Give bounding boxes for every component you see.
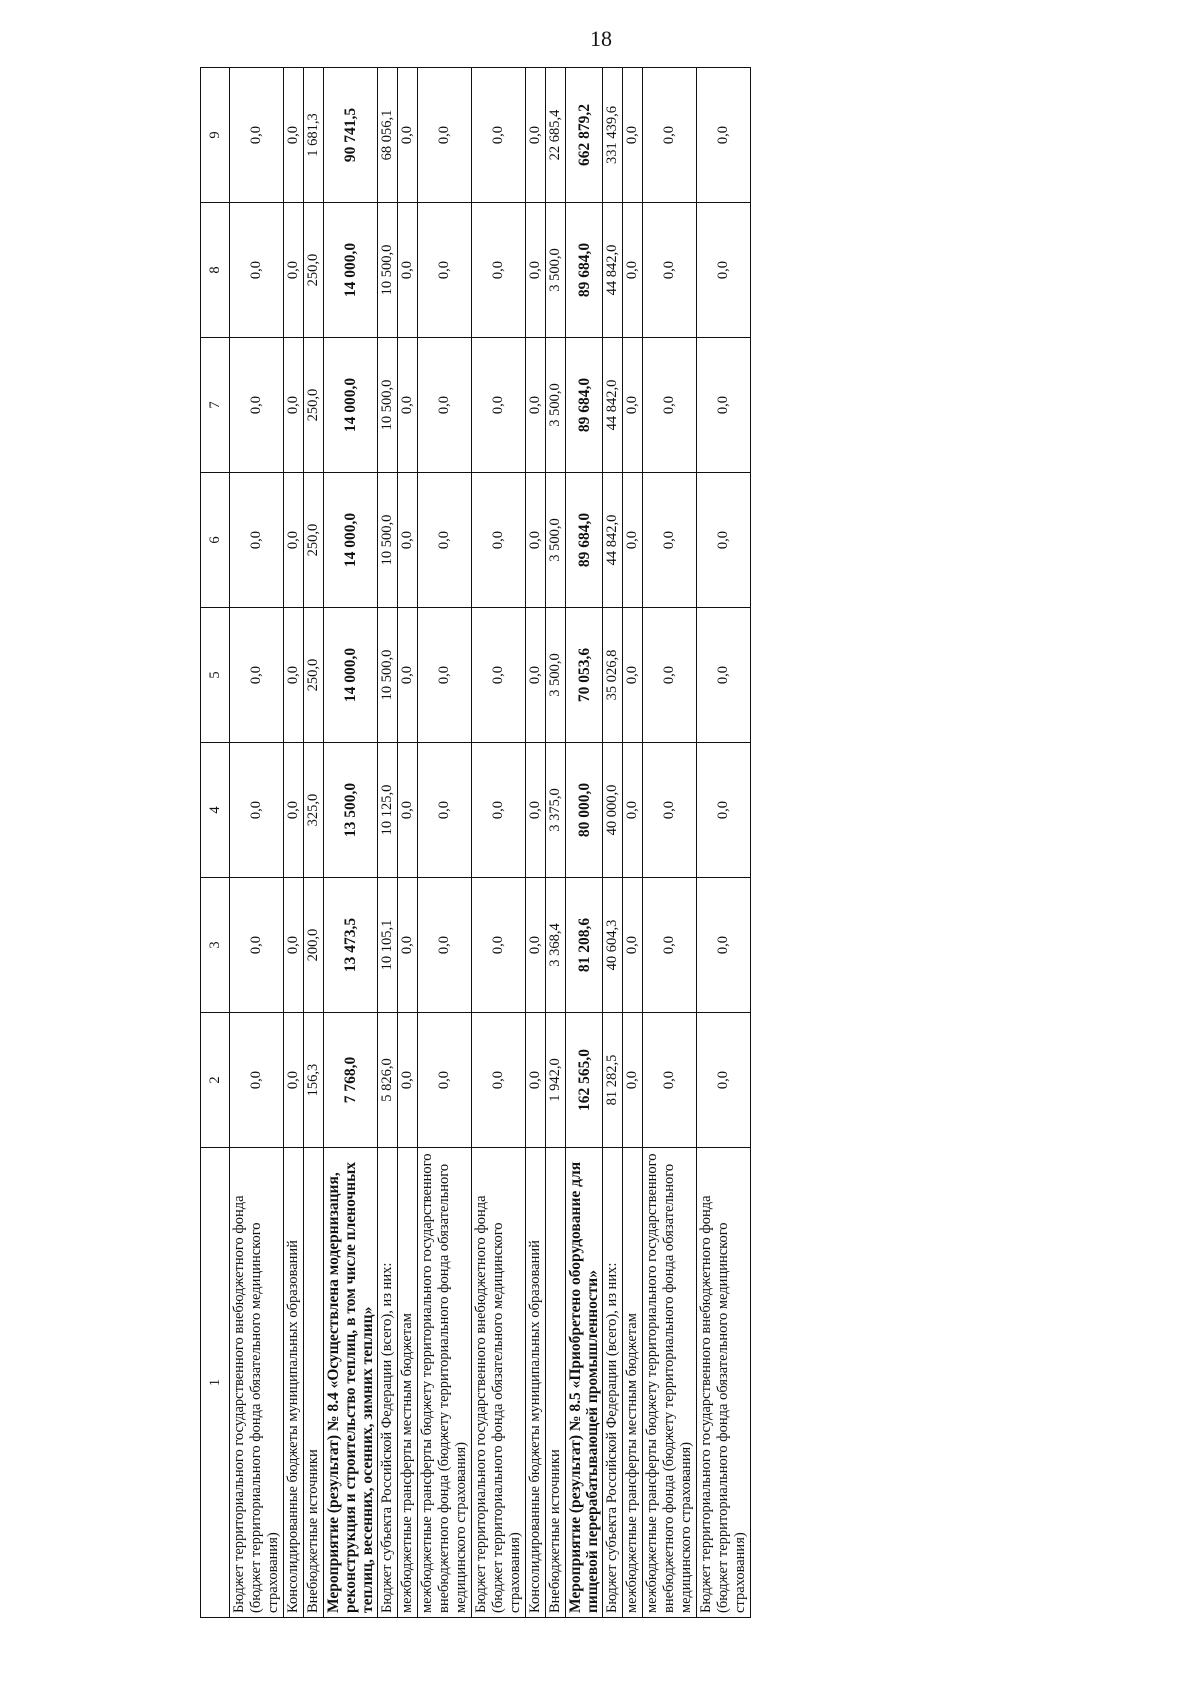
table-cell: 250,0	[304, 338, 324, 473]
table-cell: 0,0	[623, 338, 643, 473]
table-cell: 0,0	[526, 878, 546, 1013]
table-cell: 0,0	[697, 203, 751, 338]
column-header: 2	[201, 1013, 230, 1148]
table-cell: 3 375,0	[546, 743, 566, 878]
table-cell: 0,0	[418, 203, 472, 338]
table-cell: 0,0	[284, 203, 304, 338]
row-label: Бюджет территориального государственного внебюджетного фонда (бюджет территориального фонда обязательного медицинского страхования)	[697, 1148, 751, 1618]
table-cell: 0,0	[697, 878, 751, 1013]
row-label: Бюджет территориального государственного внебюджетного фонда (бюджет территориального фонда обязательного медицинского страхования)	[230, 1148, 284, 1618]
table-cell: 0,0	[643, 608, 697, 743]
row-label: Мероприятие (результат) № 8.4 «Осуществлена модернизация, реконструкция и строительство теплиц, в том числе пленочных теплиц, весенних, осенних, зимних теплиц»	[324, 1148, 378, 1618]
table-cell: 0,0	[623, 1013, 643, 1148]
table-cell: 44 842,0	[603, 203, 623, 338]
table-cell: 0,0	[697, 1013, 751, 1148]
table-cell: 10 500,0	[378, 338, 398, 473]
table-cell: 1 681,3	[304, 68, 324, 203]
table-cell: 10 125,0	[378, 743, 398, 878]
table-cell: 0,0	[472, 68, 526, 203]
table-cell: 89 684,0	[566, 338, 603, 473]
table-cell: 14 000,0	[324, 473, 378, 608]
table-cell: 0,0	[418, 743, 472, 878]
table-cell: 250,0	[304, 608, 324, 743]
table-cell: 156,3	[304, 1013, 324, 1148]
table-cell: 13 500,0	[324, 743, 378, 878]
row-label: межбюджетные трансферты местным бюджетам	[398, 1148, 418, 1618]
column-header: 5	[201, 608, 230, 743]
table-cell: 0,0	[230, 68, 284, 203]
table-cell: 0,0	[643, 473, 697, 608]
rotated-table-container	[200, 68, 1000, 1618]
table-row	[643, 68, 697, 1618]
row-label: Консолидированные бюджеты муниципальных образований	[284, 1148, 304, 1618]
row-label: межбюджетные трансферты бюджету территориального государственного внебюджетного фонда (бюджету территориального фонда обязательного медицинского страхования)	[418, 1148, 472, 1618]
table-row	[697, 68, 751, 1618]
table-cell: 0,0	[643, 68, 697, 203]
table-row	[546, 68, 566, 1618]
column-header: 3	[201, 878, 230, 1013]
table-cell: 0,0	[472, 1013, 526, 1148]
table-cell: 0,0	[284, 473, 304, 608]
table-cell: 81 282,5	[603, 1013, 623, 1148]
table-cell: 0,0	[643, 203, 697, 338]
table-cell: 0,0	[472, 743, 526, 878]
table-cell: 5 826,0	[378, 1013, 398, 1148]
row-label: межбюджетные трансферты местным бюджетам	[623, 1148, 643, 1618]
table-cell: 0,0	[472, 608, 526, 743]
table-cell: 0,0	[284, 1013, 304, 1148]
table-cell: 0,0	[398, 1013, 418, 1148]
column-header: 6	[201, 473, 230, 608]
table-cell: 0,0	[284, 338, 304, 473]
table-cell: 0,0	[526, 338, 546, 473]
table-cell: 662 879,2	[566, 68, 603, 203]
table-row	[526, 68, 546, 1618]
table-cell: 10 500,0	[378, 203, 398, 338]
table-cell: 89 684,0	[566, 473, 603, 608]
table-cell: 89 684,0	[566, 203, 603, 338]
column-header: 7	[201, 338, 230, 473]
table-cell: 68 056,1	[378, 68, 398, 203]
table-cell: 331 439,6	[603, 68, 623, 203]
table-cell: 0,0	[623, 203, 643, 338]
row-label: Внебюджетные источники	[546, 1148, 566, 1618]
table-row	[378, 68, 398, 1618]
table-cell: 0,0	[230, 203, 284, 338]
table-cell: 0,0	[472, 473, 526, 608]
table-cell: 0,0	[398, 338, 418, 473]
table-cell: 200,0	[304, 878, 324, 1013]
table-cell: 3 500,0	[546, 338, 566, 473]
table-row	[623, 68, 643, 1618]
table-cell: 0,0	[526, 1013, 546, 1148]
table-cell: 3 368,4	[546, 878, 566, 1013]
column-header: 4	[201, 743, 230, 878]
table-cell: 0,0	[230, 338, 284, 473]
table-cell: 0,0	[398, 473, 418, 608]
table-cell: 0,0	[230, 878, 284, 1013]
table-cell: 10 105,1	[378, 878, 398, 1013]
table-row	[324, 68, 378, 1618]
table-cell: 44 842,0	[603, 338, 623, 473]
table-cell: 0,0	[623, 608, 643, 743]
table-cell: 40 604,3	[603, 878, 623, 1013]
row-label: Бюджет субъекта Российской Федерации (всего), из них:	[378, 1148, 398, 1618]
table-cell: 0,0	[398, 743, 418, 878]
table-row	[566, 68, 603, 1618]
table-cell: 162 565,0	[566, 1013, 603, 1148]
table-cell: 90 741,5	[324, 68, 378, 203]
table-cell: 35 026,8	[603, 608, 623, 743]
table-cell: 0,0	[623, 473, 643, 608]
table-row	[603, 68, 623, 1618]
table-cell: 0,0	[398, 878, 418, 1013]
table-cell: 40 000,0	[603, 743, 623, 878]
table-row	[472, 68, 526, 1618]
header-row	[201, 68, 230, 1618]
table-cell: 0,0	[643, 1013, 697, 1148]
table-cell: 0,0	[284, 743, 304, 878]
table-cell: 3 500,0	[546, 203, 566, 338]
table-cell: 0,0	[284, 608, 304, 743]
budget-table	[200, 67, 751, 1618]
row-label: Бюджет территориального государственного внебюджетного фонда (бюджет территориального фонда обязательного медицинского страхования)	[472, 1148, 526, 1618]
table-cell: 14 000,0	[324, 203, 378, 338]
table-cell: 44 842,0	[603, 473, 623, 608]
table-cell: 0,0	[472, 878, 526, 1013]
table-row	[304, 68, 324, 1618]
table-cell: 0,0	[526, 743, 546, 878]
table-cell: 0,0	[418, 1013, 472, 1148]
column-header: 1	[201, 1148, 230, 1618]
table-cell: 10 500,0	[378, 608, 398, 743]
table-cell: 0,0	[418, 338, 472, 473]
table-cell: 0,0	[418, 878, 472, 1013]
table-cell: 0,0	[697, 68, 751, 203]
table-cell: 0,0	[418, 608, 472, 743]
table-cell: 0,0	[526, 473, 546, 608]
table-cell: 1 942,0	[546, 1013, 566, 1148]
table-cell: 0,0	[284, 68, 304, 203]
table-cell: 22 685,4	[546, 68, 566, 203]
table-cell: 13 473,5	[324, 878, 378, 1013]
table-cell: 14 000,0	[324, 608, 378, 743]
column-header: 8	[201, 203, 230, 338]
table-cell: 14 000,0	[324, 338, 378, 473]
table-cell: 250,0	[304, 473, 324, 608]
table-cell: 0,0	[623, 878, 643, 1013]
table-cell: 0,0	[230, 608, 284, 743]
table-cell: 70 053,6	[566, 608, 603, 743]
table-cell: 0,0	[526, 68, 546, 203]
table-cell: 7 768,0	[324, 1013, 378, 1148]
table-cell: 0,0	[398, 203, 418, 338]
table-row	[398, 68, 418, 1618]
row-label: Консолидированные бюджеты муниципальных образований	[526, 1148, 546, 1618]
table-cell: 3 500,0	[546, 608, 566, 743]
table-cell: 0,0	[623, 68, 643, 203]
table-cell: 0,0	[398, 68, 418, 203]
table-cell: 0,0	[697, 608, 751, 743]
table-cell: 0,0	[230, 1013, 284, 1148]
table-cell: 0,0	[472, 338, 526, 473]
table-cell: 0,0	[472, 203, 526, 338]
row-label: Мероприятие (результат) № 8.5 «Приобретено оборудование для пищевой перерабатывающей промышленности»	[566, 1148, 603, 1618]
table-cell: 0,0	[643, 743, 697, 878]
table-cell: 0,0	[526, 608, 546, 743]
table-cell: 80 000,0	[566, 743, 603, 878]
table-row	[418, 68, 472, 1618]
page-number: 18	[590, 26, 612, 51]
table-cell: 0,0	[697, 743, 751, 878]
table-body	[230, 68, 751, 1618]
table-cell: 0,0	[623, 743, 643, 878]
table-cell: 10 500,0	[378, 473, 398, 608]
table-cell: 0,0	[230, 743, 284, 878]
table-row	[284, 68, 304, 1618]
table-cell: 81 208,6	[566, 878, 603, 1013]
table-cell: 0,0	[418, 68, 472, 203]
table-cell: 0,0	[398, 608, 418, 743]
table-cell: 3 500,0	[546, 473, 566, 608]
table-cell: 0,0	[697, 473, 751, 608]
table-cell: 0,0	[697, 338, 751, 473]
table-cell: 0,0	[643, 338, 697, 473]
table-cell: 250,0	[304, 203, 324, 338]
table-cell: 0,0	[418, 473, 472, 608]
row-label: Внебюджетные источники	[304, 1148, 324, 1618]
table-cell: 0,0	[284, 878, 304, 1013]
row-label: Бюджет субъекта Российской Федерации (всего), из них:	[603, 1148, 623, 1618]
table-row	[230, 68, 284, 1618]
row-label: межбюджетные трансферты бюджету территориального государственного внебюджетного фонда (бюджету территориального фонда обязательного медицинского страхования)	[643, 1148, 697, 1618]
table-cell: 325,0	[304, 743, 324, 878]
table-cell: 0,0	[526, 203, 546, 338]
table-cell: 0,0	[230, 473, 284, 608]
table-cell: 0,0	[643, 878, 697, 1013]
column-header: 9	[201, 68, 230, 203]
